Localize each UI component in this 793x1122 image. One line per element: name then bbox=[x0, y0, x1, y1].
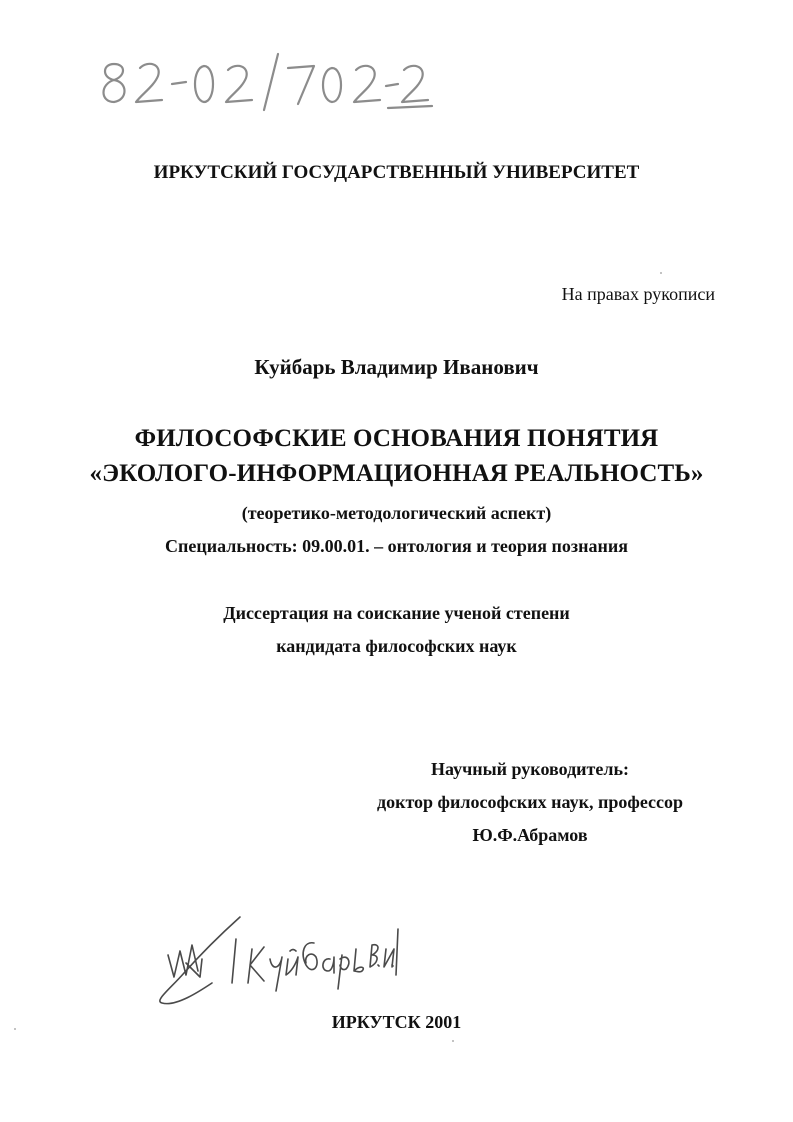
supervisor-degree: доктор философских наук, профессор bbox=[376, 792, 684, 812]
specialty-code: Специальность: 09.00.01. – онтология и теория познания bbox=[165, 536, 628, 556]
handwritten-archive-number bbox=[92, 44, 452, 124]
handwritten-signature bbox=[140, 905, 400, 1015]
dissertation-title-line-1: ФИЛОСОФСКИЕ ОСНОВАНИЯ ПОНЯТИЯ bbox=[134, 425, 659, 452]
dissertation-title-line-2: «ЭКОЛОГО-ИНФОРМАЦИОННАЯ РЕАЛЬНОСТЬ» bbox=[89, 460, 704, 487]
city-year: ИРКУТСК 2001 bbox=[331, 1012, 462, 1032]
scan-speck bbox=[660, 272, 662, 274]
manuscript-rights-note: На правах рукописи bbox=[561, 284, 715, 304]
supervisor-name: Ю.Ф.Абрамов bbox=[472, 825, 588, 845]
svg-text:Куйбарь В.И.: Куйбарь В.И. bbox=[140, 1013, 146, 1014]
supervisor-label: Научный руководитель: bbox=[431, 759, 629, 779]
dissertation-aspect: (теоретико-методологический аспект) bbox=[241, 503, 552, 523]
author-name: Куйбарь Владимир Иванович bbox=[254, 355, 539, 379]
scan-speck bbox=[452, 1040, 454, 1042]
svg-text:82-02/702-2: 82-02/702-2 bbox=[92, 122, 97, 123]
degree-statement-line-2: кандидата философских наук bbox=[276, 636, 517, 656]
degree-statement-line-1: Диссертация на соискание ученой степени bbox=[223, 603, 570, 623]
scan-speck bbox=[14, 1028, 16, 1030]
university-name: ИРКУТСКИЙ ГОСУДАРСТВЕННЫЙ УНИВЕРСИТЕТ bbox=[153, 162, 640, 183]
